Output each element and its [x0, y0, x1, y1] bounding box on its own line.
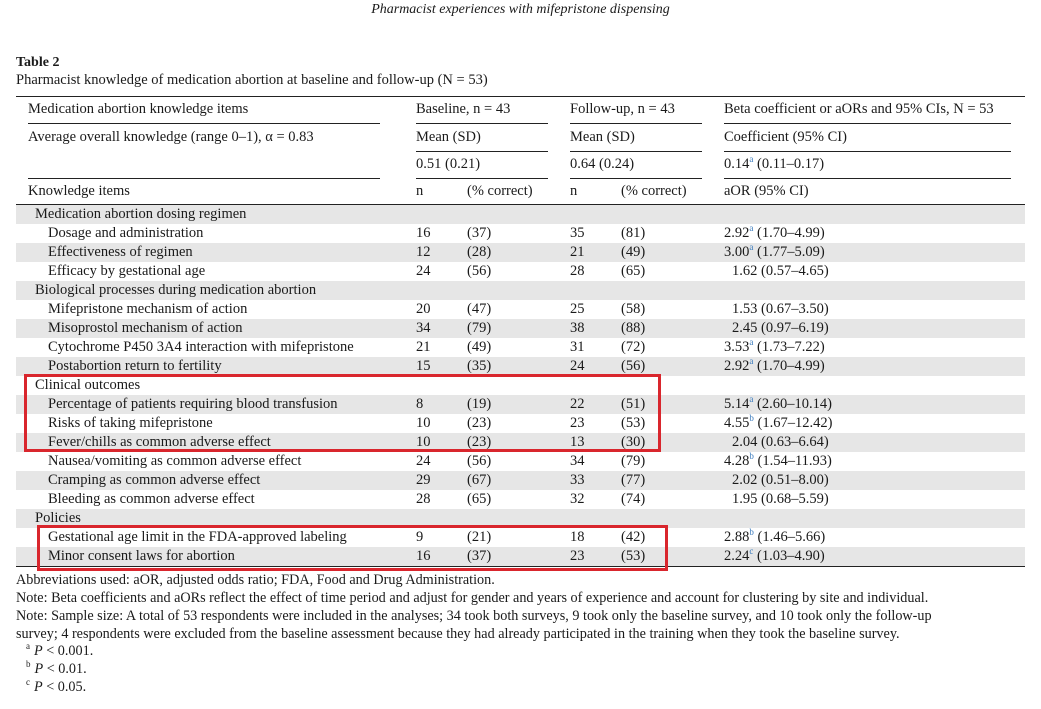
baseline-n: 15 [416, 358, 431, 374]
note-abbreviations: Abbreviations used: aOR, adjusted odds ratio; FDA, Food and Drug Administration. [16, 572, 495, 588]
baseline-n: 8 [416, 396, 424, 412]
aor-value: 2.04 [732, 434, 758, 450]
followup-pct: (30) [621, 434, 646, 450]
followup-pct: (58) [621, 301, 646, 317]
baseline-pct: (49) [467, 339, 492, 355]
footnote-a-text: < 0.001. [42, 643, 94, 659]
footnote-b [26, 660, 87, 678]
baseline-pct: (28) [467, 244, 492, 260]
aor-value: 2.92 [724, 225, 750, 241]
aor-ci: (1.67–12.42) [753, 415, 833, 431]
beta-coef-value [724, 155, 824, 174]
followup-pct: (77) [621, 472, 646, 488]
followup-pct: (49) [621, 244, 646, 260]
followup-n: 24 [570, 358, 585, 374]
aor-value: 1.62 [732, 263, 758, 279]
baseline-n: 12 [416, 244, 431, 260]
followup-pct: (88) [621, 320, 646, 336]
aor-cell [724, 395, 832, 414]
aor-cell [732, 262, 829, 281]
footnote-b-text: < 0.01. [43, 661, 87, 677]
table-caption: Pharmacist knowledge of medication abortion at baseline and follow-up (N = 53) [16, 72, 488, 88]
aor-value: 5.14 [724, 396, 750, 412]
aor-ci: (1.03–4.90) [753, 548, 825, 564]
aor-cell [724, 243, 825, 262]
aor-value: 3.00 [724, 244, 750, 260]
followup-pct: (53) [621, 548, 646, 564]
section-heading: Policies [35, 510, 81, 526]
baseline-n: 24 [416, 263, 431, 279]
aor-cell [724, 414, 832, 433]
followup-n: 32 [570, 491, 585, 507]
note-sample-size: Note: Sample size: A total of 53 respondents were included in the analyses; 34 took both surveys, 9 took only the baseline survey, and 10 took only the follow-up [16, 608, 932, 624]
running-head: Pharmacist experiences with mifepristone dispensing [371, 2, 670, 17]
aor-ci: (1.70–4.99) [753, 225, 825, 241]
row-label: Nausea/vomiting as common adverse effect [48, 453, 302, 469]
aor-value: 4.28 [724, 453, 750, 469]
baseline-n: 16 [416, 548, 431, 564]
baseline-pct: (56) [467, 263, 492, 279]
baseline-n: 16 [416, 225, 431, 241]
beta-coef-head: Coefficient (95% CI) [724, 129, 847, 145]
followup-pct: (65) [621, 263, 646, 279]
baseline-n: 24 [416, 453, 431, 469]
baseline-pct: (19) [467, 396, 492, 412]
baseline-pct: (56) [467, 453, 492, 469]
note-sample-size-cont: survey; 4 respondents were excluded from the baseline assessment because they had already participated in the training when they took the baseline survey. [16, 626, 900, 642]
baseline-mean-value: 0.51 (0.21) [416, 156, 481, 172]
subheader-followup-n: n [570, 183, 578, 199]
section-heading: Clinical outcomes [35, 377, 141, 393]
aor-ci: (2.60–10.14) [753, 396, 832, 412]
followup-n: 21 [570, 244, 585, 260]
baseline-pct: (79) [467, 320, 492, 336]
section-heading: Medication abortion dosing regimen [35, 206, 247, 222]
aor-footnote-mark: a [749, 356, 754, 367]
beta-coef-number: 0.14 [724, 156, 750, 172]
aor-ci: (1.73–7.22) [753, 339, 825, 355]
header-followup: Follow-up, n = 43 [570, 101, 675, 117]
aor-footnote-mark: c [749, 546, 754, 557]
overall-label: Average overall knowledge (range 0–1), α = 0.83 [28, 129, 314, 145]
followup-n: 23 [570, 548, 585, 564]
mean-rule-baseline [416, 151, 548, 152]
row-label: Mifepristone mechanism of action [48, 301, 248, 317]
aor-cell [724, 528, 825, 547]
aor-value: 4.55 [724, 415, 750, 431]
followup-pct: (74) [621, 491, 646, 507]
row-label: Gestational age limit in the FDA-approved labeling [48, 529, 347, 545]
aor-cell [732, 490, 829, 509]
header-rule-col1 [28, 123, 380, 124]
footnote-c-p: P [34, 679, 43, 695]
aor-cell [732, 319, 829, 338]
header-rule-followup [570, 123, 702, 124]
aor-value: 2.24 [724, 548, 750, 564]
subheader-baseline-n: n [416, 183, 424, 199]
aor-value: 2.02 [732, 472, 758, 488]
baseline-n: 20 [416, 301, 431, 317]
baseline-n: 29 [416, 472, 431, 488]
footnote-a-mark: a [26, 641, 30, 652]
followup-n: 28 [570, 263, 585, 279]
highlight-box-clinical-outcomes [24, 374, 661, 452]
followup-n: 22 [570, 396, 585, 412]
aor-cell [724, 338, 825, 357]
row-label: Fever/chills as common adverse effect [48, 434, 271, 450]
aor-ci: (0.51–8.00) [757, 472, 829, 488]
highlight-box-policies [37, 525, 668, 571]
footnote-c-text: < 0.05. [42, 679, 87, 695]
baseline-pct: (65) [467, 491, 492, 507]
aor-ci: (0.63–6.64) [757, 434, 829, 450]
followup-n: 23 [570, 415, 585, 431]
aor-cell [732, 471, 829, 490]
row-label: Dosage and administration [48, 225, 204, 241]
overall-rule-followup [570, 178, 702, 179]
aor-ci: (0.67–3.50) [757, 301, 829, 317]
baseline-n: 21 [416, 339, 431, 355]
followup-pct: (56) [621, 358, 646, 374]
footnote-a-p: P [34, 643, 43, 659]
followup-n: 18 [570, 529, 585, 545]
mean-rule-followup [570, 151, 702, 152]
header-rule-beta [724, 123, 1011, 124]
aor-ci: (1.70–4.99) [753, 358, 825, 374]
aor-ci: (1.46–5.66) [753, 529, 826, 545]
subheader-col1: Knowledge items [28, 183, 130, 199]
note-beta: Note: Beta coefficients and aORs reflect the effect of time period and adjust for gender and years of experience and account for clustering by site and individual. [16, 590, 929, 606]
aor-cell [732, 433, 829, 452]
section-heading: Biological processes during medication abortion [35, 282, 317, 298]
header-baseline: Baseline, n = 43 [416, 101, 511, 117]
aor-ci: (1.77–5.09) [753, 244, 825, 260]
subheader-aor: aOR (95% CI) [724, 183, 809, 199]
row-label: Risks of taking mifepristone [48, 415, 213, 431]
followup-n: 25 [570, 301, 585, 317]
baseline-pct: (23) [467, 434, 492, 450]
footnote-b-mark: b [26, 659, 31, 670]
header-rule-baseline [416, 123, 548, 124]
aor-cell [724, 224, 825, 243]
beta-coef-footnote-mark: a [749, 154, 754, 165]
followup-mean-head: Mean (SD) [570, 129, 635, 145]
table-label: Table 2 [16, 55, 60, 70]
baseline-pct: (47) [467, 301, 492, 317]
followup-pct: (51) [621, 396, 646, 412]
aor-footnote-mark: a [749, 337, 754, 348]
row-label: Percentage of patients requiring blood transfusion [48, 396, 338, 412]
row-label: Bleeding as common adverse effect [48, 491, 255, 507]
followup-n: 34 [570, 453, 585, 469]
aor-ci: (1.54–11.93) [753, 453, 832, 469]
top-rule [16, 96, 1025, 97]
aor-value: 1.53 [732, 301, 758, 317]
subheader-followup-pct: (% correct) [621, 183, 687, 199]
followup-n: 33 [570, 472, 585, 488]
baseline-pct: (35) [467, 358, 492, 374]
baseline-n: 10 [416, 415, 431, 431]
aor-cell [732, 300, 829, 319]
aor-footnote-mark: b [749, 527, 754, 538]
followup-n: 38 [570, 320, 585, 336]
header-col1: Medication abortion knowledge items [28, 101, 249, 117]
aor-value: 2.88 [724, 529, 750, 545]
baseline-pct: (23) [467, 415, 492, 431]
baseline-pct: (67) [467, 472, 492, 488]
overall-rule-col1 [28, 178, 380, 179]
aor-cell [724, 547, 825, 566]
followup-pct: (42) [621, 529, 646, 545]
row-label: Efficacy by gestational age [48, 263, 206, 279]
overall-rule-baseline [416, 178, 548, 179]
aor-footnote-mark: b [749, 413, 754, 424]
aor-ci: (0.57–4.65) [757, 263, 829, 279]
baseline-mean-head: Mean (SD) [416, 129, 481, 145]
followup-n: 13 [570, 434, 585, 450]
followup-pct: (72) [621, 339, 646, 355]
row-label: Misoprostol mechanism of action [48, 320, 243, 336]
baseline-n: 10 [416, 434, 431, 450]
aor-cell [724, 357, 825, 376]
followup-n: 31 [570, 339, 585, 355]
aor-cell [724, 452, 832, 471]
footnote-c [26, 678, 86, 696]
aor-value: 2.92 [724, 358, 750, 374]
footnote-a [26, 642, 93, 660]
aor-footnote-mark: a [749, 242, 754, 253]
baseline-pct: (37) [467, 225, 492, 241]
aor-footnote-mark: a [749, 223, 754, 234]
row-label: Cramping as common adverse effect [48, 472, 261, 488]
followup-pct: (79) [621, 453, 646, 469]
baseline-pct: (21) [467, 529, 492, 545]
row-label: Minor consent laws for abortion [48, 548, 235, 564]
aor-footnote-mark: b [749, 451, 754, 462]
row-label: Cytochrome P450 3A4 interaction with mifepristone [48, 339, 354, 355]
footnote-c-mark: c [26, 677, 30, 688]
row-label: Postabortion return to fertility [48, 358, 222, 374]
followup-n: 35 [570, 225, 585, 241]
subheader-baseline-pct: (% correct) [467, 183, 533, 199]
mean-rule-beta [724, 151, 1011, 152]
footnote-b-p: P [34, 661, 44, 677]
row-label: Effectiveness of regimen [48, 244, 193, 260]
overall-rule-beta [724, 178, 1011, 179]
baseline-n: 9 [416, 529, 424, 545]
followup-pct: (81) [621, 225, 646, 241]
aor-footnote-mark: a [749, 394, 754, 405]
followup-pct: (53) [621, 415, 646, 431]
aor-ci: (0.97–6.19) [757, 320, 829, 336]
followup-mean-value: 0.64 (0.24) [570, 156, 635, 172]
aor-value: 2.45 [732, 320, 758, 336]
baseline-pct: (37) [467, 548, 492, 564]
aor-value: 3.53 [724, 339, 750, 355]
beta-coef-ci: (0.11–0.17) [753, 156, 825, 172]
aor-ci: (0.68–5.59) [757, 491, 829, 507]
baseline-n: 34 [416, 320, 431, 336]
aor-value: 1.95 [732, 491, 758, 507]
header-beta: Beta coefficient or aORs and 95% CIs, N = 53 [724, 101, 994, 117]
baseline-n: 28 [416, 491, 431, 507]
